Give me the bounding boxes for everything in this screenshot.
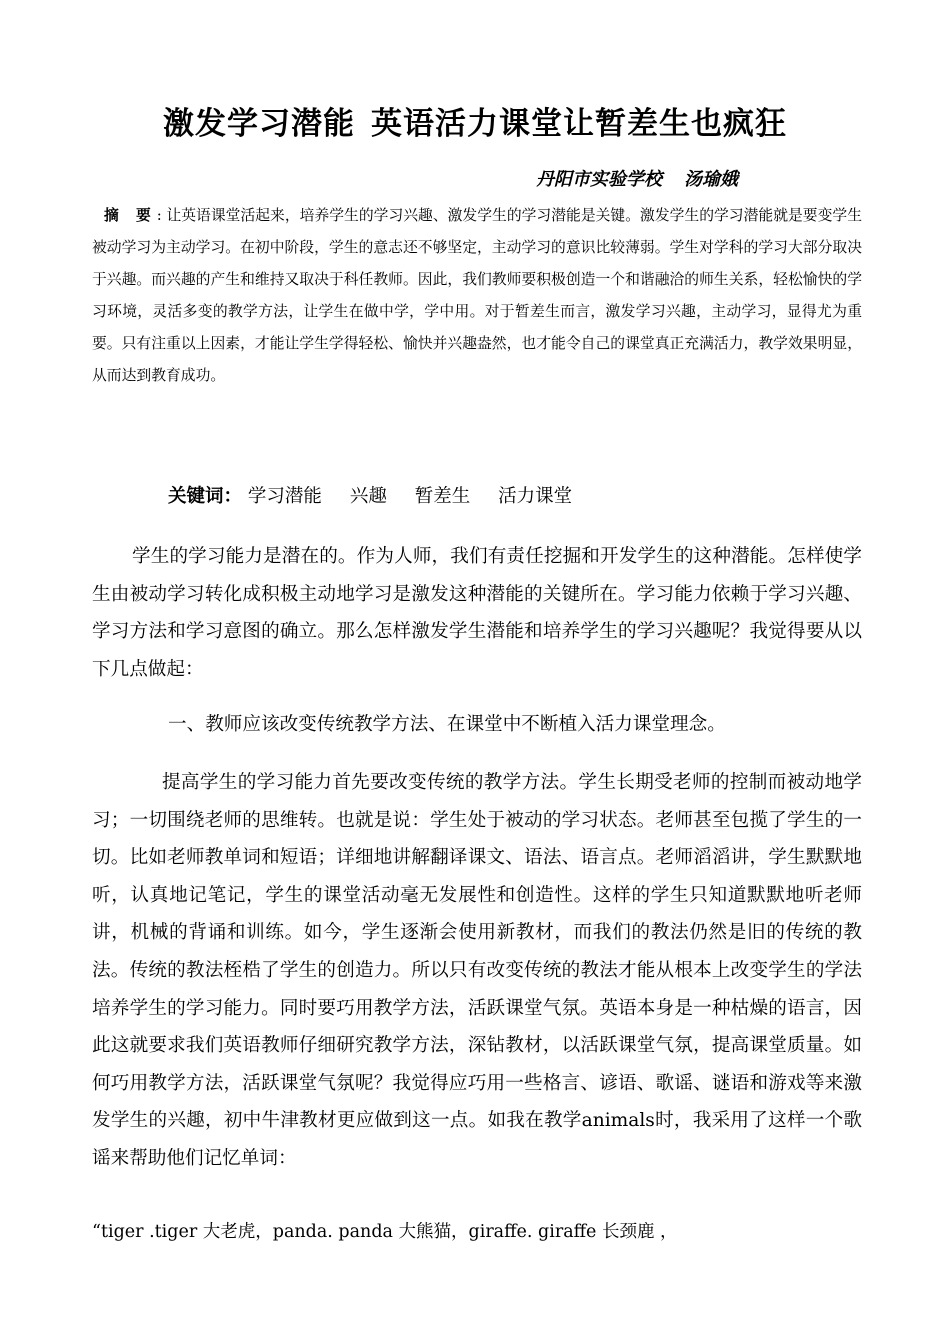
keywords-label: 关键词： <box>168 486 243 507</box>
keyword-item: 学习潜能 <box>247 486 322 507</box>
author-line <box>536 166 738 194</box>
keywords-line <box>168 482 572 512</box>
title-part-1: 激发学习潜能 <box>163 106 355 142</box>
abstract <box>92 200 862 392</box>
abstract-text: : 让英语课堂活起来，培养学生的学习兴趣、激发学生的学习潜能是关键。激发学生的学习潜能就是要变学生被动学习为主动学习。在初中阶段，学生的意志还不够坚定，主动学习的意识比较薄弱。学生对学科的学习大部分取决于兴趣。而兴趣的产生和维持又取决于科任教师。因此，我们教师要积极创造一个和谐融洽的师生关系，轻松愉快的学习环境，灵活多变的教学方法，让学生在做中学，学中用。对于暂差生而言，激发学习兴趣，主动学习，显得尤为重要。只有注重以上因素，才能让学生学得轻松、愉快并兴趣盎然，也才能令自己的课堂真正充满活力，教学效果明显，从而达到教育成功。 <box>92 207 862 384</box>
paragraph-intro: 学生的学习能力是潜在的。作为人师，我们有责任挖掘和开发学生的这种潜能。怎样使学生由被动学习转化成积极主动地学习是激发这种潜能的关键所在。学习能力依赖于学习兴趣、学习方法和学习意图的确立。那么怎样激发学生潜能和培养学生的学习兴趣呢？我觉得要从以下几点做起： <box>92 546 862 680</box>
author-name: 汤瑜娥 <box>684 169 738 190</box>
keyword-item: 暂差生 <box>414 486 471 507</box>
section-heading-1: 一、教师应该改变传统教学方法、在课堂中不断植入活力课堂理念。 <box>168 714 726 735</box>
document-title <box>0 102 950 146</box>
song-quote-line: “tiger .tiger 大老虎，panda. panda 大熊猫，giraffe. giraffe 长颈鹿 ， <box>92 1222 678 1242</box>
keyword-item: 兴趣 <box>349 486 387 507</box>
paragraph-section-1: 提高学生的学习能力首先要改变传统的教学方法。学生长期受老师的控制而被动地学习；一切围绕老师的思维转。也就是说：学生处于被动的学习状态。老师甚至包揽了学生的一切。比如老师教单词和短语；详细地讲解翻译课文、语法、语言点。老师滔滔讲，学生默默地听，认真地记笔记，学生的课堂活动毫无发展性和创造性。这样的学生只知道默默地听老师讲，机械的背诵和训练。如今，学生逐渐会使用新教材，而我们的教法仍然是旧的传统的教法。传统的教法桎梏了学生的创造力。所以只有改变传统的教法才能从根本上改变学生的学法培养学生的学习能力。同时要巧用教学方法，活跃课堂气氛。英语本身是一种枯燥的语言，因此这就要求我们英语教师仔细研究教学方法，深钻教材，以活跃课堂气氛，提高课堂质量。如何巧用教学方法，活跃课堂气氛呢？我觉得应巧用一些格言、谚语、歌谣、谜语和游戏等来激发学生的兴趣，初中牛津教材更应做到这一点。如我在教学animals时，我采用了这样一个歌谣来帮助他们记忆单词： <box>92 772 862 1169</box>
keyword-item: 活力课堂 <box>498 486 573 507</box>
author-school: 丹阳市实验学校 <box>536 169 662 190</box>
abstract-label: 摘 要 <box>104 207 157 224</box>
title-part-2: 英语活力课堂让暂差生也疯狂 <box>371 106 787 142</box>
